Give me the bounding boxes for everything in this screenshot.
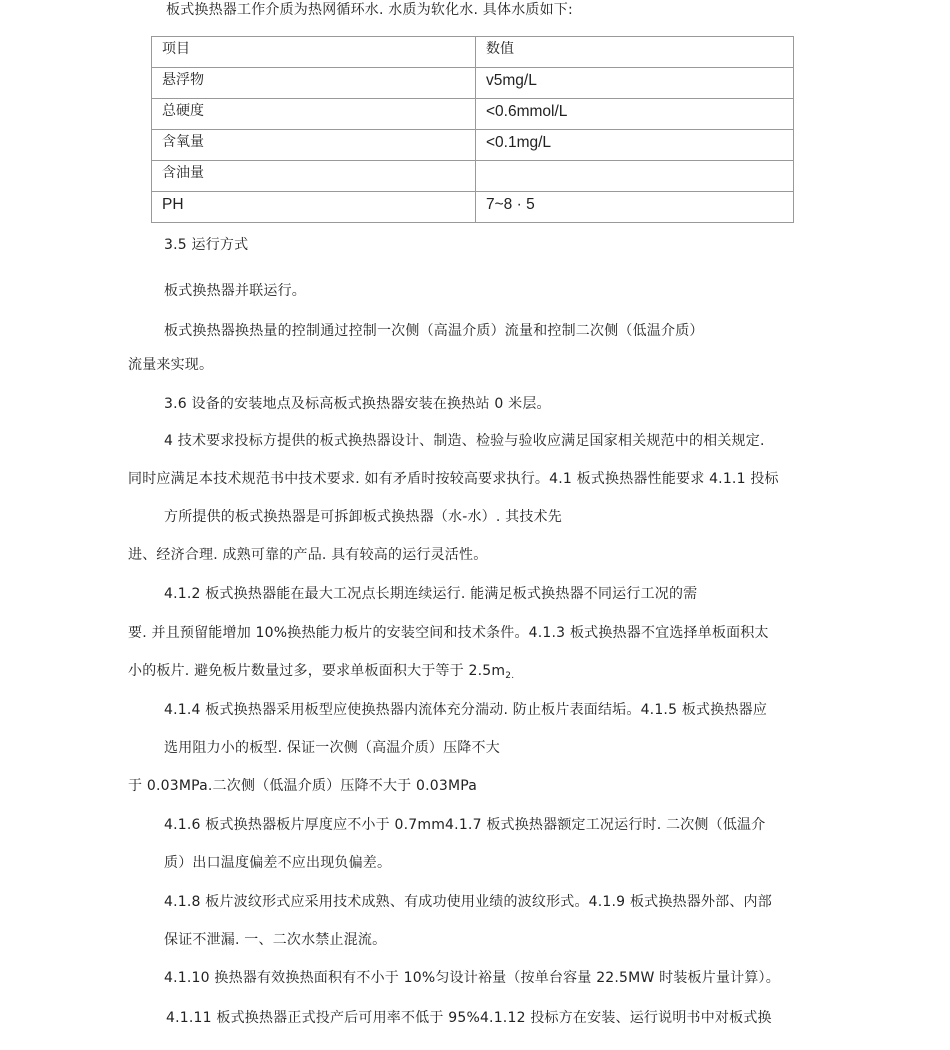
header-value: 数值 xyxy=(476,37,794,68)
clause-4-1-6: 4.1.6 板式换热器板片厚度应不小于 0.7mm4.1.7 板式换热器额定工况运行时. 二次侧（低温介 xyxy=(164,817,766,833)
table-row xyxy=(152,99,794,130)
row-value: v5mg/L xyxy=(476,68,794,99)
section-heading-4: 4 技术要求投标方提供的板式换热器设计、制造、检验与验收应满足国家相关规范中的相关规定. xyxy=(164,433,765,449)
row-item: PH xyxy=(152,192,476,223)
table-row xyxy=(152,192,794,223)
body-line: 流量来实现。 xyxy=(128,357,214,373)
table-row xyxy=(152,161,794,192)
body-line: 板式换热器换热量的控制通过控制一次侧（高温介质）流量和控制二次侧（低温介质） xyxy=(164,323,704,339)
body-line: 要. 并且预留能增加 10%换热能力板片的安装空间和技术条件。4.1.3 板式换热器不宜选择单板面积太 xyxy=(128,625,769,641)
superscript-2: 2. xyxy=(505,671,515,681)
water-quality-table xyxy=(151,36,794,223)
table-row xyxy=(152,130,794,161)
body-line: 选用阻力小的板型. 保证一次侧（高温介质）压降不大 xyxy=(164,740,500,756)
table-row xyxy=(152,68,794,99)
section-heading-3-5: 3.5 运行方式 xyxy=(164,237,249,253)
body-line: 保证不泄漏. 一、二次水禁止混流。 xyxy=(164,932,387,948)
row-item: 含油量 xyxy=(152,161,476,192)
body-line xyxy=(128,661,514,683)
row-value xyxy=(476,161,794,192)
body-line: 同时应满足本技术规范书中技术要求. 如有矛盾时按较高要求执行。4.1 板式换热器性能要求 4.1.1 投标 xyxy=(128,471,779,487)
table-header-row xyxy=(152,37,794,68)
body-line: 质）出口温度偏差不应出现负偏差。 xyxy=(164,855,392,871)
intro-text: 板式换热器工作介质为热网循环水. 水质为软化水. 具体水质如下: xyxy=(166,2,573,18)
clause-4-1-8: 4.1.8 板片波纹形式应采用技术成熟、有成功使用业绩的波纹形式。4.1.9 板式换热器外部、内部 xyxy=(164,894,772,910)
body-line: 于 0.03MPa.二次侧（低温介质）压降不大于 0.03MPa xyxy=(128,778,478,794)
row-value: <0.6mmol/L xyxy=(476,99,794,130)
row-item: 悬浮物 xyxy=(152,68,476,99)
clause-4-1-11: 4.1.11 板式换热器正式投产后可用率不低于 95%4.1.12 投标方在安装、运行说明书中对板式换 xyxy=(166,1010,772,1026)
clause-4-1-2: 4.1.2 板式换热器能在最大工况点长期连续运行. 能满足板式换热器不同运行工况的需 xyxy=(164,586,698,602)
row-value: <0.1mg/L xyxy=(476,130,794,161)
body-line: 板式换热器并联运行。 xyxy=(164,283,306,299)
body-line-text: 小的板片. 避免板片数量过多，要求单板面积大于等于 2.5m xyxy=(128,663,506,679)
row-item: 总硬度 xyxy=(152,99,476,130)
section-heading-3-6: 3.6 设备的安装地点及标高板式换热器安装在换热站 0 米层。 xyxy=(164,396,551,412)
row-item: 含氧量 xyxy=(152,130,476,161)
body-line: 方所提供的板式换热器是可拆卸板式换热器（水-水）. 其技术先 xyxy=(164,509,562,525)
clause-4-1-10: 4.1.10 换热器有效换热面积有不小于 10%匀设计裕量（按单台容量 22.5MW 时装板片量计算）。 xyxy=(164,970,780,986)
body-line: 进、经济合理. 成熟可靠的产品. 具有较高的运行灵活性。 xyxy=(128,547,488,563)
header-item: 项目 xyxy=(152,37,476,68)
clause-4-1-4: 4.1.4 板式换热器采用板型应使换热器内流体充分湍动. 防止板片表面结垢。4.1.5 板式换热器应 xyxy=(164,702,768,718)
row-value: 7~8 · 5 xyxy=(476,192,794,223)
